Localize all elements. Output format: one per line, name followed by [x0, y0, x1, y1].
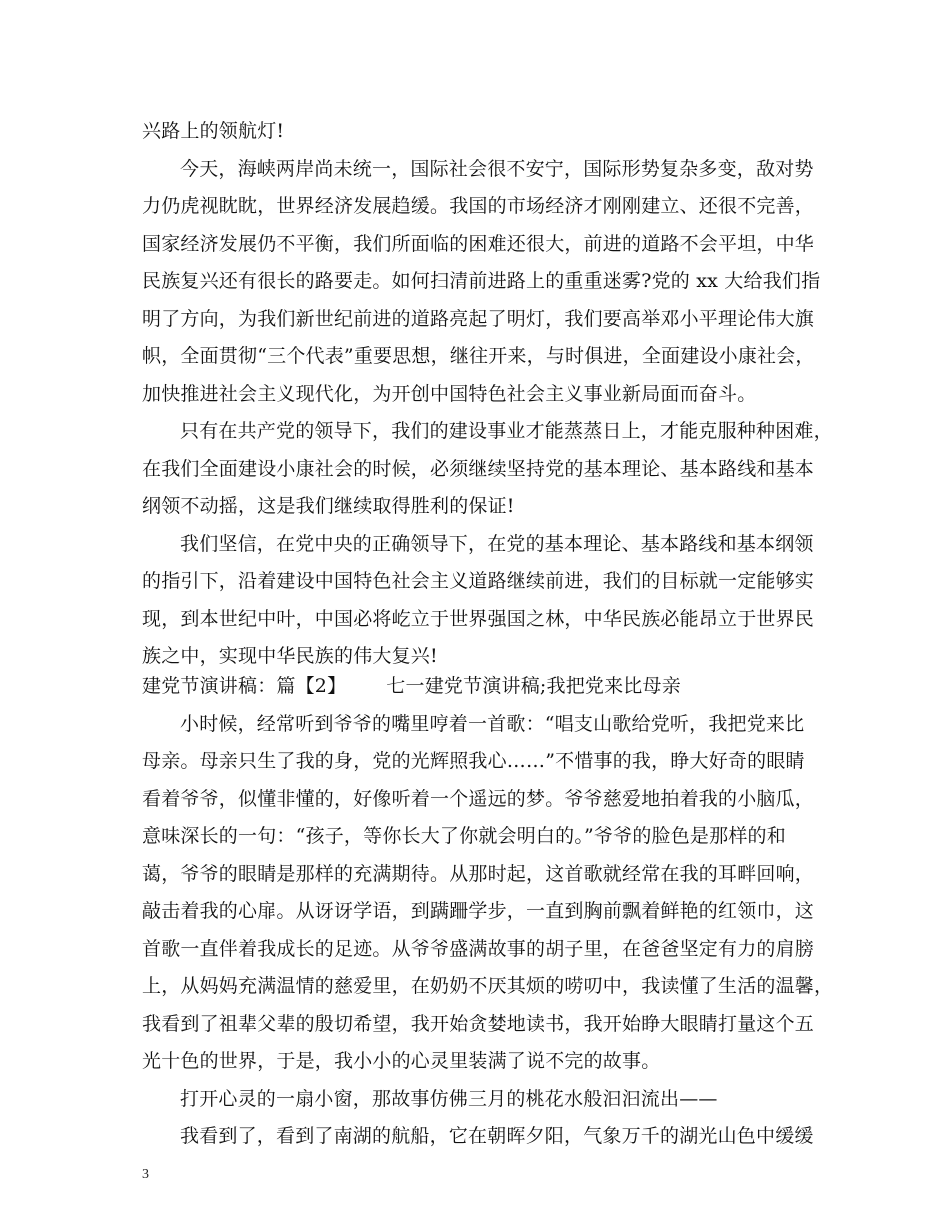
text-line: 我看到了祖辈父辈的殷切希望，我开始贪婪地读书，我开始睁大眼睛打量这个五 [142, 1013, 815, 1035]
text-line: 首歌一直伴着我成长的足迹。从爷爷盛满故事的胡子里，在爸爸坚定有力的肩膀 [142, 938, 815, 960]
text-line: 母亲。母亲只生了我的身，党的光辉照我心……”不惜事的我，睁大好奇的眼睛 [142, 750, 805, 772]
text-line: 力仍虎视眈眈，世界经济发展趋缓。我国的市场经济才刚刚建立、还很不完善， [142, 195, 815, 217]
text-line: 加快推进社会主义现代化，为开创中国特色社会主义事业新局面而奋斗。 [142, 383, 757, 405]
text-line: 意味深长的一句：“孩子，等你长大了你就会明白的。”爷爷的脸色是那样的和 [142, 825, 786, 847]
text-line: 只有在共产党的领导下，我们的建设事业才能蒸蒸日上，才能克服种种困难， [180, 420, 833, 442]
text-line: 我看到了，看到了南湖的航船，它在朝晖夕阳，气象万千的湖光山色中缓缓 [180, 1125, 814, 1147]
heading-label: 建党节演讲稿：篇【2】 [142, 675, 347, 697]
heading-title: 七一建党节演讲稿;我把党来比母亲 [386, 675, 681, 697]
text-line: 族之中，实现中华民族的伟大复兴! [142, 645, 438, 667]
text-line: 的指引下，沿着建设中国特色社会主义道路继续前进，我们的目标就一定能够实 [142, 570, 815, 592]
text-line: 国家经济发展仍不平衡，我们所面临的困难还很大，前进的道路不会平坦，中华 [142, 233, 815, 255]
text-line: 小时候，经常听到爷爷的嘴里哼着一首歌：“唱支山歌给党听，我把党来比 [180, 713, 805, 735]
text-line: 在我们全面建设小康社会的时候，必须继续坚持党的基本理论、基本路线和基本 [142, 458, 815, 480]
text-line: 纲领不动摇，这是我们继续取得胜利的保证! [142, 495, 515, 517]
text-line: 看着爷爷，似懂非懂的，好像听着一个遥远的梦。爷爷慈爱地拍着我的小脑瓜， [142, 788, 815, 810]
text-line: 敲击着我的心扉。从讶讶学语，到蹒跚学步，一直到胸前飘着鲜艳的红领巾，这 [142, 900, 815, 922]
text-line: 帜，全面贯彻“三个代表”重要思想，继往开来，与时俱进，全面建设小康社会， [142, 345, 815, 367]
section-heading [142, 673, 681, 699]
text-line: 蔼，爷爷的眼睛是那样的充满期待。从那时起，这首歌就经常在我的耳畔回响， [142, 863, 815, 885]
text-line: 民族复兴还有很长的路要走。如何扫清前进路上的重重迷雾?党的 xx 大给我们指 [142, 270, 821, 292]
text-line: 我们坚信，在党中央的正确领导下，在党的基本理论、基本路线和基本纲领 [180, 533, 814, 555]
text-line: 光十色的世界，于是，我小小的心灵里装满了说不完的故事。 [142, 1050, 661, 1072]
text-line: 明了方向，为我们新世纪前进的道路亮起了明灯，我们要高举邓小平理论伟大旗 [142, 308, 815, 330]
text-line: 打开心灵的一扇小窗，那故事仿佛三月的桃花水般汩汩流出—— [180, 1088, 718, 1110]
page-number: 3 [142, 1167, 149, 1182]
text-line: 今天，海峡两岸尚未统一，国际社会很不安宁，国际形势复杂多变，敌对势 [180, 158, 814, 180]
text-line: 现，到本世纪中叶，中国必将屹立于世界强国之林，中华民族必能昂立于世界民 [142, 608, 815, 630]
text-line: 上，从妈妈充满温情的慈爱里，在奶奶不厌其烦的唠叨中，我读懂了生活的温馨， [142, 975, 834, 997]
text-line: 兴路上的领航灯! [142, 120, 285, 142]
